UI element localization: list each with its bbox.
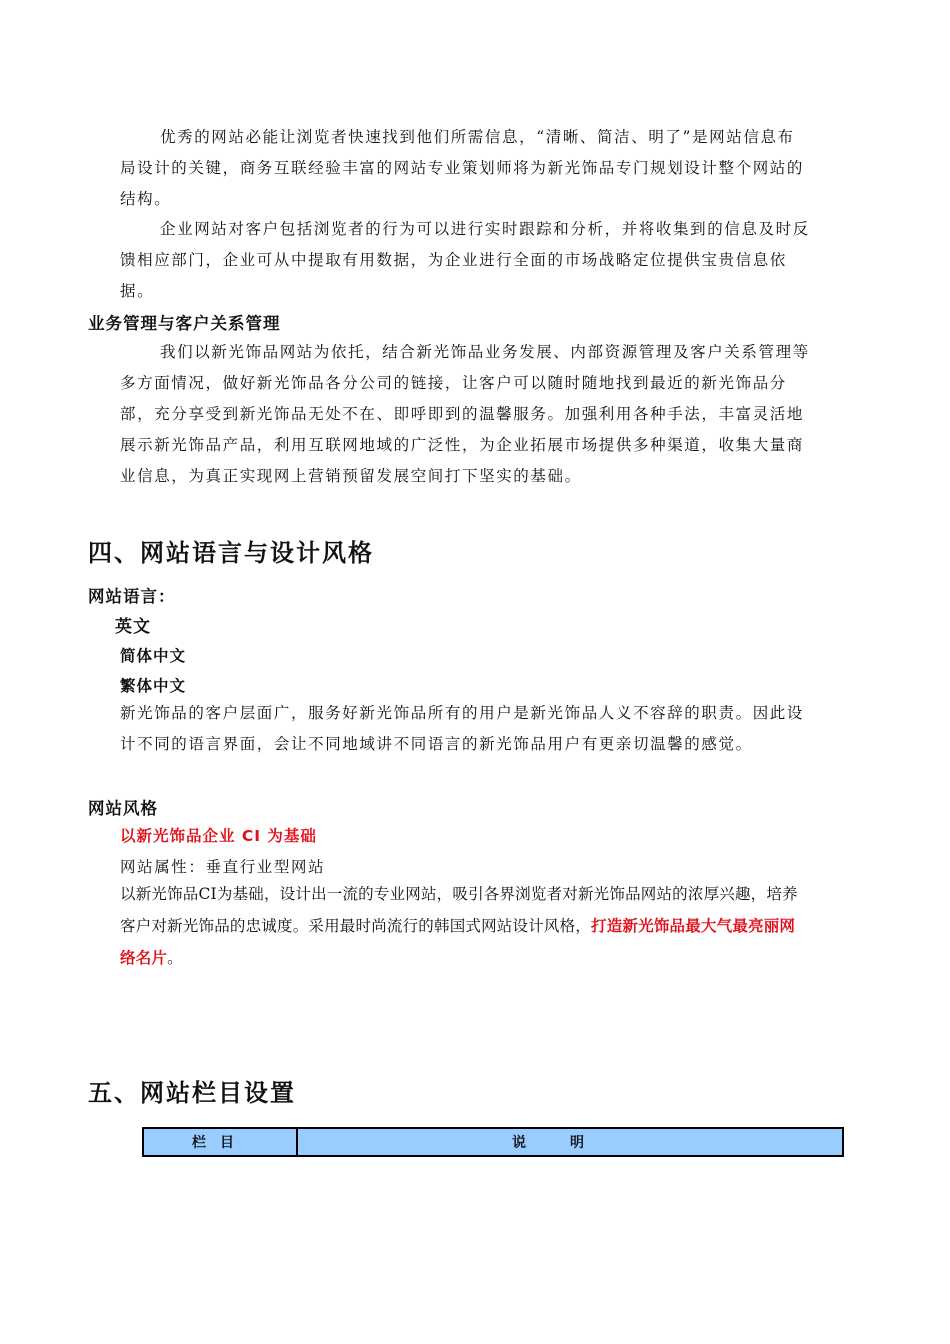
intro-paragraph-1: 优秀的网站必能让浏览者快速找到他们所需信息，“清晰、简洁、明了”是网站信息布局设计的关键，商务互联经验丰富的网站专业策划师将为新光饰品专门规划设计整个网站的结构。 — [120, 128, 805, 208]
columns-table — [142, 1127, 844, 1157]
language-english: 英文 — [115, 617, 151, 637]
style-description-highlight: 打造新光饰品最大气最亮丽网络名片 — [120, 916, 796, 967]
language-traditional-chinese: 繁体中文 — [120, 677, 187, 695]
style-highlight: 以新光饰品企业 CI 为基础 — [120, 827, 317, 845]
table-header-row — [143, 1128, 843, 1156]
style-heading: 网站风格 — [88, 799, 158, 818]
table-header-description: 说明 — [297, 1128, 843, 1156]
business-paragraph: 我们以新光饰品网站为依托，结合新光饰品业务发展、内部资源管理及客户关系管理等多方面情况，做好新光饰品各分公司的链接，让客户可以随时随地找到最近的新光饰品分部，充分享受到新光饰品无处不在、即呼即到的温馨服务。加强利用各种手法，丰富灵活地展示新光饰品产品，利用互联网地域的广泛性，为企业拓展市场提供多种渠道，收集大量商业信息，为真正实现网上营销预留发展空间打下坚实的基础。 — [120, 343, 810, 485]
style-description: 以新光饰品CI为基础，设计出一流的专业网站，吸引各界浏览者对新光饰品网站的浓厚兴趣，培养客户对新光饰品的忠诚度。采用最时尚流行的韩国式网站设计风格，打造新光饰品最大气最亮丽网络名片。 — [120, 885, 798, 967]
section4-title: 四、网站语言与设计风格 — [88, 539, 374, 567]
intro-paragraph-2: 企业网站对客户包括浏览者的行为可以进行实时跟踪和分析，并将收集到的信息及时反馈相应部门，企业可从中提取有用数据，为企业进行全面的市场战略定位提供宝贵信息依据。 — [120, 220, 810, 300]
business-heading: 业务管理与客户关系管理 — [88, 314, 281, 333]
table-header-column: 栏目 — [143, 1128, 297, 1156]
language-description: 新光饰品的客户层面广，服务好新光饰品所有的用户是新光饰品人义不容辞的职责。因此设计不同的语言界面，会让不同地域讲不同语言的新光饰品用户有更亲切温馨的感觉。 — [120, 704, 805, 753]
website-attribute: 网站属性：垂直行业型网站 — [120, 858, 326, 876]
language-heading: 网站语言： — [88, 587, 176, 606]
section5-title: 五、网站栏目设置 — [88, 1079, 296, 1107]
language-simplified-chinese: 简体中文 — [120, 647, 187, 665]
